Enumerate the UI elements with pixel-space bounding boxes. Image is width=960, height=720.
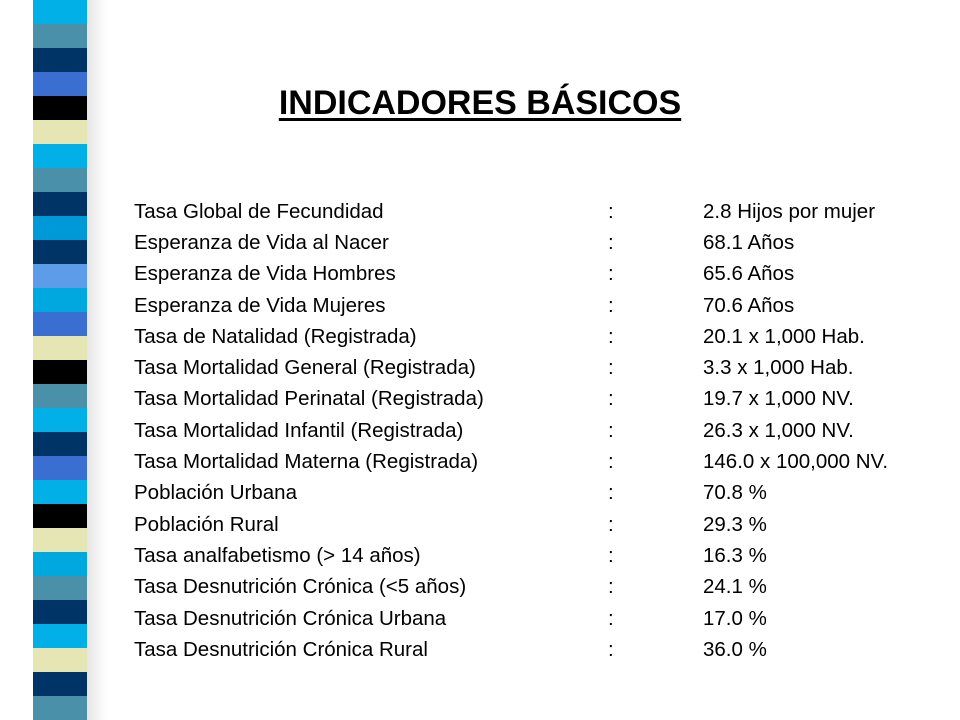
indicator-row bbox=[134, 196, 888, 227]
indicator-separator: : bbox=[608, 387, 614, 411]
indicator-separator: : bbox=[608, 543, 614, 567]
indicator-value: 24.1 % bbox=[703, 575, 767, 599]
indicator-value: 19.7 x 1,000 NV. bbox=[703, 387, 854, 411]
stripe-segment bbox=[33, 480, 87, 504]
indicator-label: Esperanza de Vida al Nacer bbox=[134, 230, 389, 254]
indicator-value: 70.6 Años bbox=[703, 293, 795, 317]
stripe-segment bbox=[33, 168, 87, 192]
indicators-table bbox=[134, 196, 888, 665]
indicator-row bbox=[134, 415, 888, 446]
stripe-segment bbox=[33, 288, 87, 312]
indicator-value: 36.0 % bbox=[703, 637, 767, 661]
indicator-separator: : bbox=[608, 418, 614, 442]
indicator-separator: : bbox=[608, 481, 614, 505]
indicator-row bbox=[134, 509, 888, 540]
indicator-separator: : bbox=[608, 575, 614, 599]
stripe-segment bbox=[33, 144, 87, 168]
indicator-separator: : bbox=[608, 606, 614, 630]
indicator-value: 70.8 % bbox=[703, 481, 767, 505]
indicator-label: Tasa Mortalidad Materna (Registrada) bbox=[134, 450, 479, 474]
slide-title: INDICADORES BÁSICOS bbox=[278, 84, 682, 122]
stripe-segment bbox=[33, 456, 87, 480]
indicator-label: Tasa Mortalidad Infantil (Registrada) bbox=[134, 418, 464, 442]
stripe-segment bbox=[33, 672, 87, 696]
stripe-segment bbox=[33, 432, 87, 456]
stripe-segment bbox=[33, 696, 87, 720]
stripe-segment bbox=[33, 240, 87, 264]
indicator-label: Tasa Desnutrición Crónica Urbana bbox=[134, 606, 447, 630]
indicator-value: 65.6 Años bbox=[703, 262, 795, 286]
indicator-separator: : bbox=[608, 512, 614, 536]
stripe-segment bbox=[33, 264, 87, 288]
indicator-label: Población Urbana bbox=[134, 481, 297, 505]
indicator-value: 26.3 x 1,000 NV. bbox=[703, 418, 854, 442]
indicator-row bbox=[134, 384, 888, 415]
indicator-value: 17.0 % bbox=[703, 606, 767, 630]
indicator-label: Tasa analfabetismo (> 14 años) bbox=[134, 543, 421, 567]
indicator-label: Tasa Mortalidad General (Registrada) bbox=[134, 356, 476, 380]
stripe-segment bbox=[33, 192, 87, 216]
indicator-label: Tasa Desnutrición Crónica (<5 años) bbox=[134, 575, 467, 599]
indicator-separator: : bbox=[608, 324, 614, 348]
indicator-row bbox=[134, 290, 888, 321]
indicator-value: 20.1 x 1,000 Hab. bbox=[703, 324, 865, 348]
stripe-segment bbox=[33, 384, 87, 408]
stripe-segment bbox=[33, 24, 87, 48]
indicator-row bbox=[134, 321, 888, 352]
stripe-segment bbox=[33, 624, 87, 648]
indicator-row bbox=[134, 540, 888, 571]
indicator-separator: : bbox=[608, 230, 614, 254]
indicator-value: 146.0 x 100,000 NV. bbox=[703, 450, 889, 474]
stripe-segment bbox=[33, 120, 87, 144]
stripe-segment bbox=[33, 504, 87, 528]
indicator-label: Tasa Mortalidad Perinatal (Registrada) bbox=[134, 387, 484, 411]
indicator-label: Población Rural bbox=[134, 512, 279, 536]
indicator-value: 68.1 Años bbox=[703, 230, 795, 254]
indicator-value: 2.8 Hijos por mujer bbox=[703, 199, 876, 223]
indicator-label: Esperanza de Vida Mujeres bbox=[134, 293, 386, 317]
indicator-row bbox=[134, 352, 888, 383]
indicator-row bbox=[134, 603, 888, 634]
stripe-segment bbox=[33, 312, 87, 336]
indicator-row bbox=[134, 634, 888, 665]
stripe-segment bbox=[33, 48, 87, 72]
indicator-separator: : bbox=[608, 356, 614, 380]
indicator-label: Tasa Desnutrición Crónica Rural bbox=[134, 637, 428, 661]
stripe-segment bbox=[33, 600, 87, 624]
indicator-separator: : bbox=[608, 637, 614, 661]
indicator-row bbox=[134, 478, 888, 509]
stripe-segment bbox=[33, 360, 87, 384]
indicator-separator: : bbox=[608, 450, 614, 474]
indicator-row bbox=[134, 259, 888, 290]
indicator-row bbox=[134, 227, 888, 258]
indicator-value: 16.3 % bbox=[703, 543, 767, 567]
indicator-value: 3.3 x 1,000 Hab. bbox=[703, 356, 854, 380]
stripe-segment bbox=[33, 648, 87, 672]
stripe-segment bbox=[33, 552, 87, 576]
indicator-separator: : bbox=[608, 199, 614, 223]
stripe-segment bbox=[33, 0, 87, 24]
indicator-separator: : bbox=[608, 262, 614, 286]
stripe-segment bbox=[33, 528, 87, 552]
indicator-row bbox=[134, 572, 888, 603]
indicator-separator: : bbox=[608, 293, 614, 317]
stripe-segment bbox=[33, 336, 87, 360]
stripe-segment bbox=[33, 576, 87, 600]
indicator-label: Esperanza de Vida Hombres bbox=[134, 262, 396, 286]
indicator-label: Tasa de Natalidad (Registrada) bbox=[134, 324, 417, 348]
stripe-segment bbox=[33, 216, 87, 240]
indicator-row bbox=[134, 446, 888, 477]
indicator-value: 29.3 % bbox=[703, 512, 767, 536]
indicator-label: Tasa Global de Fecundidad bbox=[134, 199, 384, 223]
stripe-segment bbox=[33, 408, 87, 432]
